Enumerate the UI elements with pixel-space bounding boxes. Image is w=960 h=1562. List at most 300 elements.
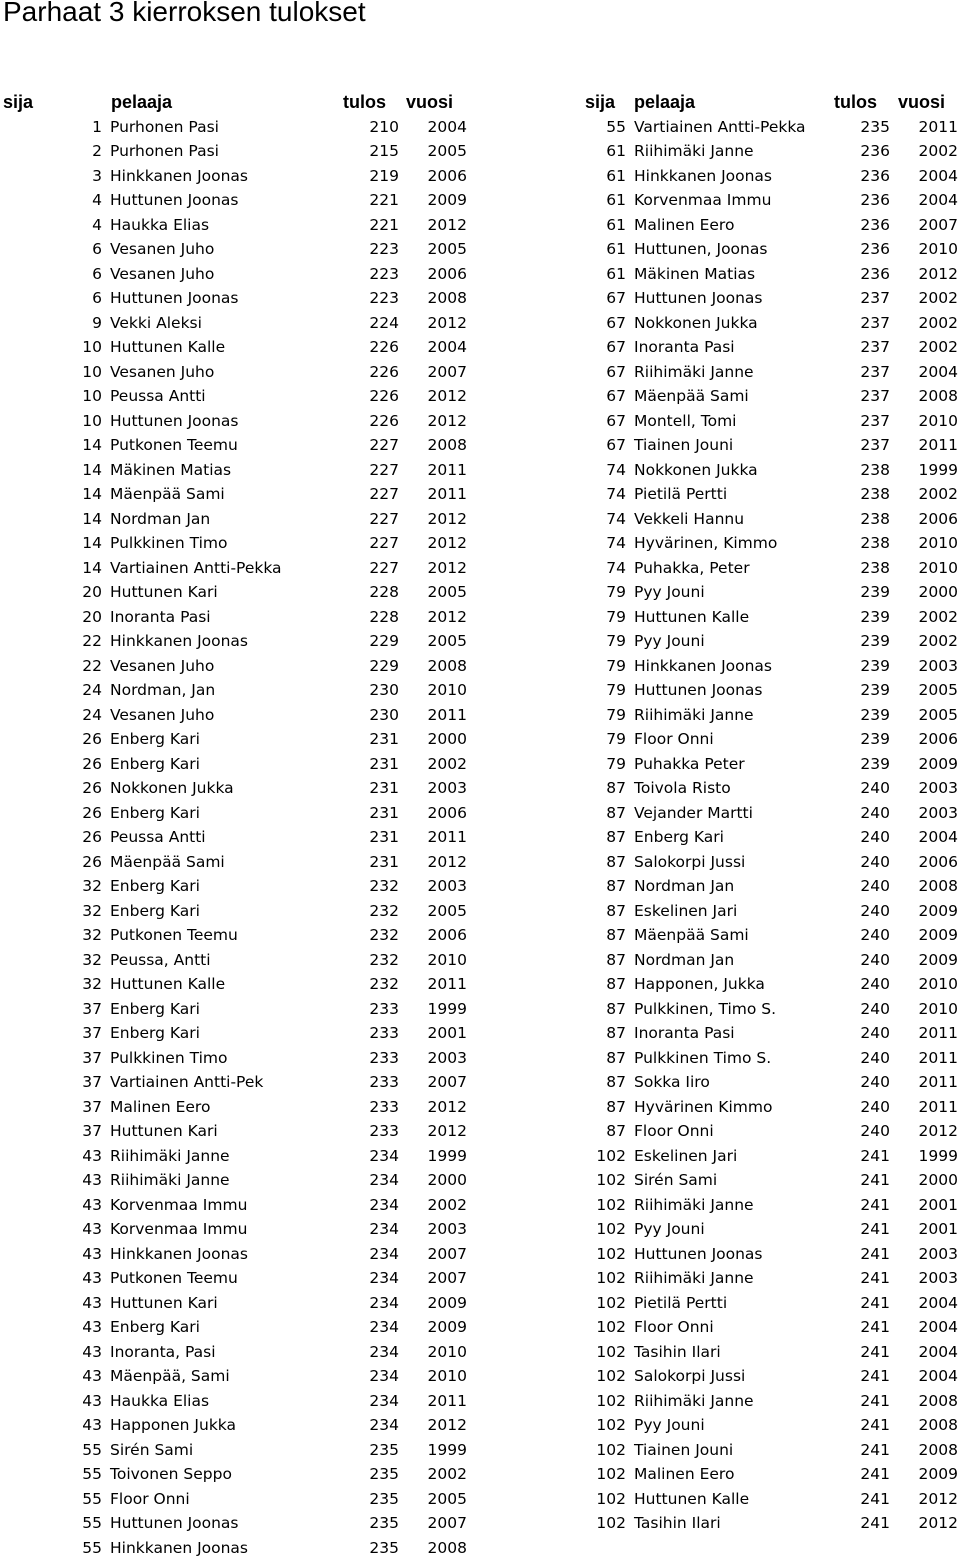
cell-year: 2011 xyxy=(427,975,467,993)
cell-score: 239 xyxy=(860,656,890,675)
cell-score: 236 xyxy=(860,166,890,185)
cell-name: Pyy Jouni xyxy=(634,1220,705,1238)
table-row xyxy=(0,1536,960,1561)
cell-year: 2005 xyxy=(427,142,467,160)
table-row xyxy=(0,262,960,287)
cell-score: 241 xyxy=(860,1342,890,1361)
cell-rank: 67 xyxy=(606,313,626,332)
cell-rank: 43 xyxy=(82,1293,102,1312)
cell-rank: 43 xyxy=(82,1367,102,1385)
cell-name: Huttunen Kari xyxy=(110,1122,218,1140)
cell-year: 2012 xyxy=(427,313,467,332)
cell-score: 240 xyxy=(860,950,890,969)
cell-year: 2009 xyxy=(427,1293,467,1312)
table-row xyxy=(0,1168,960,1193)
cell-year: 2002 xyxy=(918,607,958,626)
cell-year: 2009 xyxy=(427,191,467,209)
cell-rank: 79 xyxy=(606,730,626,748)
cell-rank: 6 xyxy=(92,240,102,258)
cell-score: 241 xyxy=(860,1269,890,1287)
header-tulos: tulos xyxy=(834,92,877,112)
cell-name: Peussa Antti xyxy=(110,828,206,846)
cell-name: Puhakka, Peter xyxy=(634,558,750,577)
cell-score: 226 xyxy=(369,387,399,405)
cell-score: 241 xyxy=(860,1440,890,1459)
cell-rank: 67 xyxy=(606,338,626,356)
table-row xyxy=(0,139,960,164)
cell-rank: 24 xyxy=(82,705,102,724)
cell-score: 229 xyxy=(369,632,399,650)
cell-year: 2008 xyxy=(427,289,467,307)
cell-score: 240 xyxy=(860,828,890,846)
cell-score: 230 xyxy=(369,705,399,724)
cell-score: 234 xyxy=(369,1318,399,1336)
cell-name: Puhakka Peter xyxy=(634,754,745,773)
cell-score: 232 xyxy=(369,975,399,993)
table-row xyxy=(0,1413,960,1438)
table-row xyxy=(0,360,960,385)
cell-rank: 61 xyxy=(606,240,626,258)
cell-rank: 79 xyxy=(606,632,626,650)
cell-name: Sokka Iiro xyxy=(634,1073,710,1091)
cell-score: 240 xyxy=(860,803,890,822)
cell-name: Tiainen Jouni xyxy=(634,1440,734,1459)
cell-rank: 22 xyxy=(82,656,102,675)
cell-rank: 43 xyxy=(82,1146,102,1165)
table-row xyxy=(0,1242,960,1267)
cell-rank: 79 xyxy=(606,583,626,601)
cell-year: 2012 xyxy=(918,264,958,283)
cell-rank: 87 xyxy=(606,999,626,1018)
cell-name: Korvenmaa Immu xyxy=(110,1195,248,1214)
cell-score: 241 xyxy=(860,1318,890,1336)
cell-score: 238 xyxy=(860,460,890,479)
cell-name: Nokkonen Jukka xyxy=(634,460,758,479)
cell-name: Pulkkinen Timo S. xyxy=(634,1048,772,1067)
cell-name: Vartiainen Antti-Pek xyxy=(110,1073,264,1091)
table-row xyxy=(0,727,960,752)
table-row xyxy=(0,1462,960,1487)
cell-name: Enberg Kari xyxy=(110,901,200,920)
cell-year: 2002 xyxy=(427,1465,467,1483)
table-row xyxy=(0,1070,960,1095)
cell-rank: 32 xyxy=(82,877,102,895)
cell-score: 231 xyxy=(369,803,399,822)
cell-name: Mäenpää Sami xyxy=(110,485,225,503)
cell-year: 2007 xyxy=(918,215,958,234)
cell-score: 239 xyxy=(860,681,890,699)
cell-name: Hinkkanen Joonas xyxy=(634,656,773,675)
cell-rank: 87 xyxy=(606,803,626,822)
table-row xyxy=(0,409,960,434)
cell-name: Riihimäki Janne xyxy=(634,362,754,381)
cell-rank: 102 xyxy=(596,1244,626,1263)
cell-name: Floor Onni xyxy=(110,1489,190,1508)
cell-rank: 55 xyxy=(82,1489,102,1508)
cell-score: 231 xyxy=(369,730,399,748)
cell-name: Tiainen Jouni xyxy=(634,436,734,454)
cell-score: 240 xyxy=(860,877,890,895)
cell-year: 2006 xyxy=(427,166,467,185)
table-row xyxy=(0,1291,960,1316)
cell-name: Malinen Eero xyxy=(634,215,735,234)
table-row xyxy=(0,1021,960,1046)
cell-score: 241 xyxy=(860,1367,890,1385)
cell-rank: 87 xyxy=(606,950,626,969)
cell-year: 2008 xyxy=(918,1440,958,1459)
cell-name: Vekkeli Hannu xyxy=(634,509,745,528)
cell-year: 2006 xyxy=(918,730,958,748)
cell-year: 2005 xyxy=(427,632,467,650)
cell-year: 2010 xyxy=(918,975,958,993)
cell-rank: 102 xyxy=(596,1465,626,1483)
cell-year: 2002 xyxy=(427,754,467,773)
cell-rank: 102 xyxy=(596,1293,626,1312)
cell-rank: 10 xyxy=(82,338,102,356)
cell-year: 2002 xyxy=(918,142,958,160)
cell-name: Vesanen Juho xyxy=(110,656,215,675)
cell-rank: 102 xyxy=(596,1146,626,1165)
cell-year: 2007 xyxy=(427,1514,467,1532)
cell-score: 233 xyxy=(369,1048,399,1067)
cell-score: 232 xyxy=(369,877,399,895)
table-row xyxy=(0,286,960,311)
cell-rank: 14 xyxy=(82,485,102,503)
header-sija: sija xyxy=(3,92,34,112)
cell-year: 2004 xyxy=(918,166,958,185)
cell-year: 2003 xyxy=(918,656,958,675)
cell-year: 2008 xyxy=(918,877,958,895)
cell-score: 241 xyxy=(860,1465,890,1483)
cell-name: Inoranta Pasi xyxy=(634,1024,735,1042)
cell-name: Floor Onni xyxy=(634,1318,714,1336)
cell-name: Riihimäki Janne xyxy=(110,1171,230,1189)
cell-year: 2011 xyxy=(427,828,467,846)
cell-year: 2002 xyxy=(918,485,958,503)
cell-name: Huttunen Kari xyxy=(110,583,218,601)
cell-name: Pietilä Pertti xyxy=(634,1293,728,1312)
cell-rank: 55 xyxy=(82,1440,102,1459)
cell-year: 2012 xyxy=(918,1122,958,1140)
cell-rank: 67 xyxy=(606,436,626,454)
cell-score: 234 xyxy=(369,1367,399,1385)
cell-year: 2004 xyxy=(918,1318,958,1336)
cell-name: Nordman, Jan xyxy=(110,681,216,699)
cell-year: 2005 xyxy=(427,1489,467,1508)
cell-name: Mäenpää Sami xyxy=(634,926,749,944)
cell-rank: 87 xyxy=(606,1122,626,1140)
cell-name: Peussa, Antti xyxy=(110,950,211,969)
cell-score: 238 xyxy=(860,509,890,528)
cell-name: Korvenmaa Immu xyxy=(110,1220,248,1238)
cell-rank: 79 xyxy=(606,705,626,724)
cell-score: 227 xyxy=(369,436,399,454)
table-row xyxy=(0,654,960,679)
cell-name: Happonen, Jukka xyxy=(634,975,765,993)
cell-score: 234 xyxy=(369,1171,399,1189)
cell-year: 2000 xyxy=(918,583,958,601)
cell-rank: 26 xyxy=(82,803,102,822)
cell-rank: 37 xyxy=(82,1024,102,1042)
cell-year: 2008 xyxy=(918,387,958,405)
table-row xyxy=(0,384,960,409)
cell-name: Floor Onni xyxy=(634,1122,714,1140)
cell-score: 236 xyxy=(860,142,890,160)
cell-year: 2004 xyxy=(918,828,958,846)
cell-rank: 87 xyxy=(606,852,626,871)
cell-score: 230 xyxy=(369,681,399,699)
cell-score: 224 xyxy=(369,313,399,332)
cell-year: 2011 xyxy=(918,1097,958,1116)
cell-year: 2012 xyxy=(427,215,467,234)
table-row xyxy=(0,556,960,581)
cell-score: 241 xyxy=(860,1244,890,1263)
cell-name: Nordman Jan xyxy=(634,877,735,895)
cell-score: 226 xyxy=(369,362,399,381)
cell-year: 2002 xyxy=(918,289,958,307)
cell-rank: 102 xyxy=(596,1195,626,1214)
cell-score: 227 xyxy=(369,558,399,577)
cell-name: Enberg Kari xyxy=(110,803,200,822)
cell-score: 234 xyxy=(369,1244,399,1263)
cell-name: Montell, Tomi xyxy=(634,411,737,430)
cell-score: 223 xyxy=(369,289,399,307)
cell-rank: 55 xyxy=(82,1538,102,1557)
cell-year: 2011 xyxy=(918,436,958,454)
table-row xyxy=(0,1095,960,1120)
cell-rank: 32 xyxy=(82,975,102,993)
cell-name: Hinkkanen Joonas xyxy=(110,632,249,650)
cell-year: 2010 xyxy=(427,1342,467,1361)
cell-name: Hinkkanen Joonas xyxy=(634,166,773,185)
cell-score: 238 xyxy=(860,534,890,552)
cell-score: 236 xyxy=(860,264,890,283)
cell-rank: 4 xyxy=(92,215,102,234)
cell-year: 1999 xyxy=(427,1440,467,1459)
cell-score: 240 xyxy=(860,901,890,920)
cell-rank: 102 xyxy=(596,1342,626,1361)
cell-name: Mäenpää, Sami xyxy=(110,1367,230,1385)
cell-name: Salokorpi Jussi xyxy=(634,852,746,871)
cell-score: 227 xyxy=(369,485,399,503)
table-row xyxy=(0,458,960,483)
cell-name: Pyy Jouni xyxy=(634,632,705,650)
cell-score: 239 xyxy=(860,607,890,626)
cell-score: 238 xyxy=(860,485,890,503)
cell-year: 2004 xyxy=(918,362,958,381)
cell-score: 234 xyxy=(369,1269,399,1287)
table-row xyxy=(0,1193,960,1218)
cell-name: Sirén Sami xyxy=(110,1440,194,1459)
header-pelaaja: pelaaja xyxy=(634,92,696,112)
cell-score: 234 xyxy=(369,1146,399,1165)
table-row xyxy=(0,1389,960,1414)
cell-score: 231 xyxy=(369,828,399,846)
table-row xyxy=(0,850,960,875)
cell-score: 233 xyxy=(369,1073,399,1091)
cell-name: Purhonen Pasi xyxy=(110,117,219,136)
cell-score: 241 xyxy=(860,1195,890,1214)
cell-rank: 61 xyxy=(606,142,626,160)
cell-rank: 61 xyxy=(606,191,626,209)
cell-rank: 2 xyxy=(92,142,102,160)
cell-rank: 10 xyxy=(82,362,102,381)
cell-year: 2004 xyxy=(918,1367,958,1385)
cell-year: 2010 xyxy=(918,534,958,552)
table-row xyxy=(0,605,960,630)
cell-rank: 61 xyxy=(606,215,626,234)
cell-rank: 26 xyxy=(82,779,102,797)
cell-rank: 87 xyxy=(606,975,626,993)
cell-score: 228 xyxy=(369,583,399,601)
cell-name: Riihimäki Janne xyxy=(634,1269,754,1287)
cell-score: 234 xyxy=(369,1293,399,1312)
cell-score: 239 xyxy=(860,583,890,601)
cell-score: 232 xyxy=(369,926,399,944)
cell-year: 2003 xyxy=(918,779,958,797)
cell-name: Mäkinen Matias xyxy=(634,264,756,283)
header-sija: sija xyxy=(585,92,616,112)
cell-rank: 87 xyxy=(606,1073,626,1091)
page-title: Parhaat 3 kierroksen tulokset xyxy=(3,0,366,27)
cell-year: 2005 xyxy=(427,583,467,601)
cell-name: Hyvärinen Kimmo xyxy=(634,1097,773,1116)
cell-score: 228 xyxy=(369,607,399,626)
cell-year: 2012 xyxy=(427,558,467,577)
cell-score: 241 xyxy=(860,1416,890,1434)
cell-score: 241 xyxy=(860,1489,890,1508)
cell-rank: 10 xyxy=(82,387,102,405)
cell-rank: 9 xyxy=(92,313,102,332)
cell-score: 234 xyxy=(369,1220,399,1238)
cell-name: Salokorpi Jussi xyxy=(634,1367,746,1385)
cell-rank: 43 xyxy=(82,1171,102,1189)
cell-name: Enberg Kari xyxy=(110,754,200,773)
cell-score: 231 xyxy=(369,779,399,797)
cell-year: 2001 xyxy=(918,1220,958,1238)
cell-rank: 37 xyxy=(82,1097,102,1116)
cell-year: 2006 xyxy=(427,264,467,283)
cell-score: 240 xyxy=(860,926,890,944)
cell-name: Pyy Jouni xyxy=(634,583,705,601)
cell-year: 2005 xyxy=(427,240,467,258)
table-row xyxy=(0,1217,960,1242)
cell-score: 227 xyxy=(369,534,399,552)
cell-name: Putkonen Teemu xyxy=(110,926,238,944)
cell-name: Vesanen Juho xyxy=(110,264,215,283)
cell-name: Hinkkanen Joonas xyxy=(110,166,249,185)
table-row xyxy=(0,1315,960,1340)
cell-score: 219 xyxy=(369,166,399,185)
cell-year: 2009 xyxy=(918,950,958,969)
table-row xyxy=(0,507,960,532)
cell-name: Vekki Aleksi xyxy=(110,313,202,332)
cell-year: 2012 xyxy=(427,1416,467,1434)
cell-name: Nordman Jan xyxy=(634,950,735,969)
cell-name: Nordman Jan xyxy=(110,509,211,528)
cell-rank: 87 xyxy=(606,877,626,895)
cell-rank: 102 xyxy=(596,1514,626,1532)
cell-score: 239 xyxy=(860,754,890,773)
cell-year: 2004 xyxy=(918,1293,958,1312)
right-results-table xyxy=(0,115,960,1536)
cell-score: 233 xyxy=(369,999,399,1018)
cell-score: 240 xyxy=(860,1024,890,1042)
cell-year: 2004 xyxy=(427,338,467,356)
cell-name: Inoranta, Pasi xyxy=(110,1342,216,1361)
cell-name: Riihimäki Janne xyxy=(634,142,754,160)
cell-year: 2010 xyxy=(918,999,958,1018)
cell-score: 226 xyxy=(369,411,399,430)
cell-score: 236 xyxy=(860,215,890,234)
cell-rank: 87 xyxy=(606,1097,626,1116)
cell-name: Pulkkinen Timo xyxy=(110,1048,228,1067)
cell-name: Mäkinen Matias xyxy=(110,460,232,479)
cell-year: 2006 xyxy=(427,926,467,944)
cell-score: 240 xyxy=(860,779,890,797)
cell-score: 235 xyxy=(860,117,890,136)
cell-rank: 43 xyxy=(82,1416,102,1434)
cell-year: 2007 xyxy=(427,1269,467,1287)
cell-year: 2002 xyxy=(918,338,958,356)
cell-score: 240 xyxy=(860,1097,890,1116)
cell-year: 2000 xyxy=(427,730,467,748)
cell-score: 241 xyxy=(860,1293,890,1312)
cell-rank: 32 xyxy=(82,926,102,944)
cell-rank: 55 xyxy=(82,1514,102,1532)
table-row xyxy=(0,629,960,654)
cell-year: 2005 xyxy=(427,901,467,920)
cell-name: Vartiainen Antti-Pekka xyxy=(634,117,806,136)
table-row xyxy=(0,311,960,336)
cell-name: Enberg Kari xyxy=(110,1318,200,1336)
cell-rank: 37 xyxy=(82,1073,102,1091)
table-row xyxy=(0,899,960,924)
header-vuosi: vuosi xyxy=(406,92,454,112)
table-row xyxy=(0,752,960,777)
cell-score: 210 xyxy=(369,117,399,136)
cell-name: Vejander Martti xyxy=(634,803,753,822)
cell-year: 2010 xyxy=(918,411,958,430)
cell-year: 1999 xyxy=(427,999,467,1018)
table-row xyxy=(0,972,960,997)
cell-year: 2008 xyxy=(427,436,467,454)
cell-name: Huttunen, Joonas xyxy=(634,240,768,258)
cell-name: Korvenmaa Immu xyxy=(634,191,772,209)
cell-name: Putkonen Teemu xyxy=(110,436,238,454)
cell-name: Pulkkinen, Timo S. xyxy=(634,999,777,1018)
cell-year: 2000 xyxy=(918,1171,958,1189)
cell-year: 2006 xyxy=(427,803,467,822)
cell-year: 2012 xyxy=(918,1489,958,1508)
cell-score: 231 xyxy=(369,852,399,871)
cell-year: 2003 xyxy=(918,803,958,822)
cell-name: Malinen Eero xyxy=(634,1465,735,1483)
cell-score: 235 xyxy=(369,1514,399,1532)
cell-rank: 26 xyxy=(82,730,102,748)
cell-name: Enberg Kari xyxy=(110,877,200,895)
cell-year: 2011 xyxy=(427,1391,467,1410)
cell-year: 2010 xyxy=(427,1367,467,1385)
cell-year: 2008 xyxy=(427,656,467,675)
cell-rank: 6 xyxy=(92,264,102,283)
cell-year: 2001 xyxy=(427,1024,467,1042)
table-row xyxy=(0,1487,960,1512)
cell-year: 2012 xyxy=(427,1097,467,1116)
cell-name: Huttunen Kalle xyxy=(634,607,750,626)
cell-rank: 32 xyxy=(82,950,102,969)
cell-score: 241 xyxy=(860,1514,890,1532)
